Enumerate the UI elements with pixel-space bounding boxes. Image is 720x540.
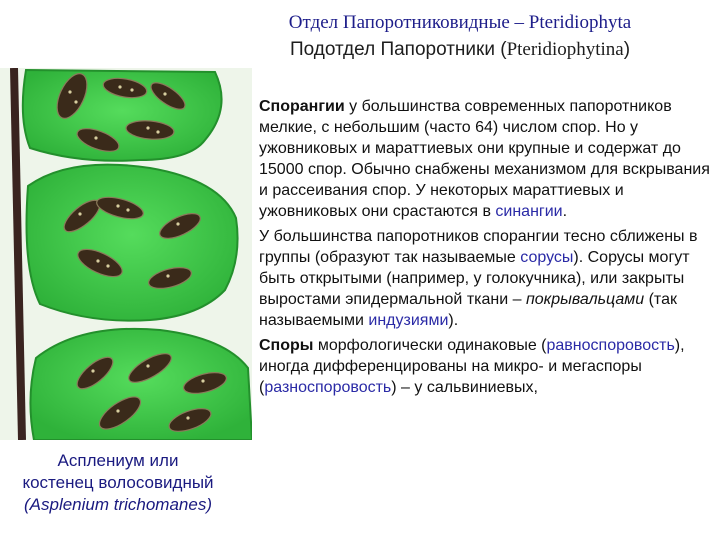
p2-text-4: ). bbox=[448, 312, 459, 329]
caption-line-2: костенец волосовидный bbox=[22, 473, 214, 492]
p3-text-3: ) – у сальвиниевых, bbox=[391, 379, 538, 396]
p2-text-3: (так называемыми bbox=[259, 291, 677, 329]
p1-text-2: . bbox=[562, 203, 568, 220]
title-subdivision-ru: Подотдел Папоротники ( bbox=[289, 39, 507, 60]
p3-text-2: ), иногда дифференцированы на микро- и мегаспоры ( bbox=[259, 337, 685, 396]
link-heterospory[interactable]: разноспоровость bbox=[264, 379, 392, 396]
paragraph-sporangia bbox=[259, 96, 714, 222]
title-subdivision-close: ) bbox=[623, 39, 631, 60]
caption-latin-name: (Asplenium trichomanes) bbox=[23, 495, 212, 514]
caption-line-1: Асплениум или bbox=[57, 451, 179, 470]
fern-frond-illustration bbox=[0, 68, 252, 440]
fern-photo bbox=[0, 68, 252, 440]
paragraph-spores bbox=[259, 335, 714, 398]
p2-text-2: ). Сорусы могут быть открытыми (например, у голокучника), или закрыты выростами эпидермальной ткани – bbox=[259, 249, 690, 308]
p2-text-1: У большинства папоротников спорангии тесно сближены в группы (образуют так называемые bbox=[259, 228, 698, 266]
link-indusia[interactable]: индузиями bbox=[368, 312, 449, 329]
photo-caption bbox=[0, 450, 236, 516]
p1-text-1: у большинства современных папоротников мелкие, с небольшим (часто 64) числом спор. Но у ужовниковых и мараттиевых они крупные и содержат до 15000 спор. Обычно снабжены механизмом для вскрывания и рассеивания спор. У некоторых мараттиевых и ужовниковых они срастаются в bbox=[259, 98, 710, 220]
paragraph-sori bbox=[259, 226, 714, 331]
main-text bbox=[259, 96, 714, 402]
term-sporangia: Спорангии bbox=[259, 98, 345, 115]
term-spores: Споры bbox=[259, 337, 314, 354]
term-covers: покрывальцами bbox=[525, 291, 645, 308]
title-subdivision-latin: Pteridiophytina bbox=[506, 39, 624, 60]
p3-text-1: морфологически одинаковые ( bbox=[313, 337, 547, 354]
title-division: Отдел Папоротниковидные – Pteridiophyta bbox=[288, 12, 632, 33]
pinna-middle bbox=[27, 165, 238, 321]
link-synangia[interactable]: синангии bbox=[495, 203, 563, 220]
title-subdivision bbox=[200, 38, 720, 62]
link-sori[interactable]: сорусы bbox=[520, 249, 574, 266]
link-homospory[interactable]: равноспоровость bbox=[546, 337, 675, 354]
